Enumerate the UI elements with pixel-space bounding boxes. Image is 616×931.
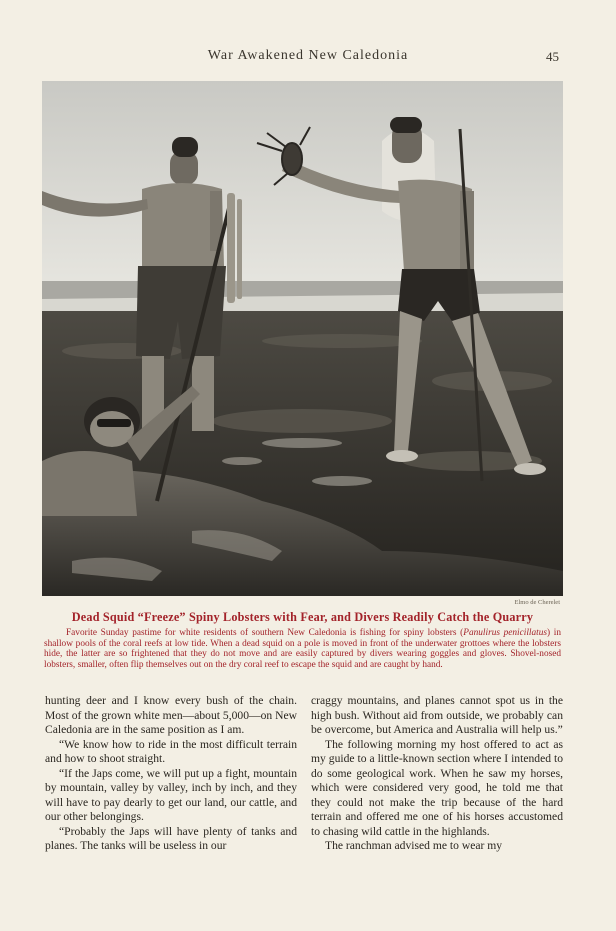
paragraph: “Probably the Japs will have plenty of tanks and planes. The tanks will be useless in our: [45, 824, 297, 852]
article-column-left: [45, 694, 297, 854]
photograph: [42, 81, 563, 596]
caption-body: [44, 628, 561, 670]
running-head: War Awakened New Caledonia: [207, 48, 409, 63]
caption-species: Panulirus penicillatus: [463, 628, 547, 638]
paragraph: hunting deer and I know every bush of the chain. Most of the grown white men—about 5,000—on New Caledonia are in the same position as I am.: [45, 694, 297, 736]
page-number: 45: [546, 49, 559, 64]
photo-credit: Elmo de Cherelet: [514, 599, 560, 606]
sky: [42, 81, 563, 286]
caption-rest: ) in shallow pools of the coral reefs at low tide. When a dead squid on a pole is moved in front of the underwater grottoes where the lobsters hide, the latter are so frightened that they do not move and are easily captured by divers wearing goggles and gloves. Shovel-nosed lobsters, smaller, often flip themselves out on the dry coral reef to escape the squid and are caught by hand.: [44, 628, 561, 670]
article-column-right: [311, 694, 563, 854]
dead-squid: [227, 193, 242, 303]
paragraph: The following morning my host offered to act as my guide to a little-known section where I intended to do some geological work. When he saw my horses, which were considered very good, he told me that they could not make the trip because of the hard terrain and offered me one of his horses accustomed to chasing wild cattle in the highlands.: [311, 737, 563, 838]
caption-lead: Favorite Sunday pastime for white residents of southern New Caledonia is fishing for spiny lobsters (: [66, 628, 464, 638]
paragraph: “We know how to ride in the most difficult terrain and how to shoot straight.: [45, 737, 297, 765]
paragraph: The ranchman advised me to wear my: [325, 839, 503, 852]
caption-title: Dead Squid “Freeze” Spiny Lobsters with Fear, and Divers Readily Catch the Quarry: [71, 610, 534, 624]
paragraph: “If the Japs come, we will put up a fight, mountain by mountain, valley by valley, inch by inch, and they will have to pay dearly to get our land, our cattle, and our other belongings.: [45, 766, 297, 823]
paragraph: craggy mountains, and planes cannot spot us in the high bush. Without aid from outside, we probably can be overcome, but America and Australia will help us.”: [311, 694, 563, 736]
